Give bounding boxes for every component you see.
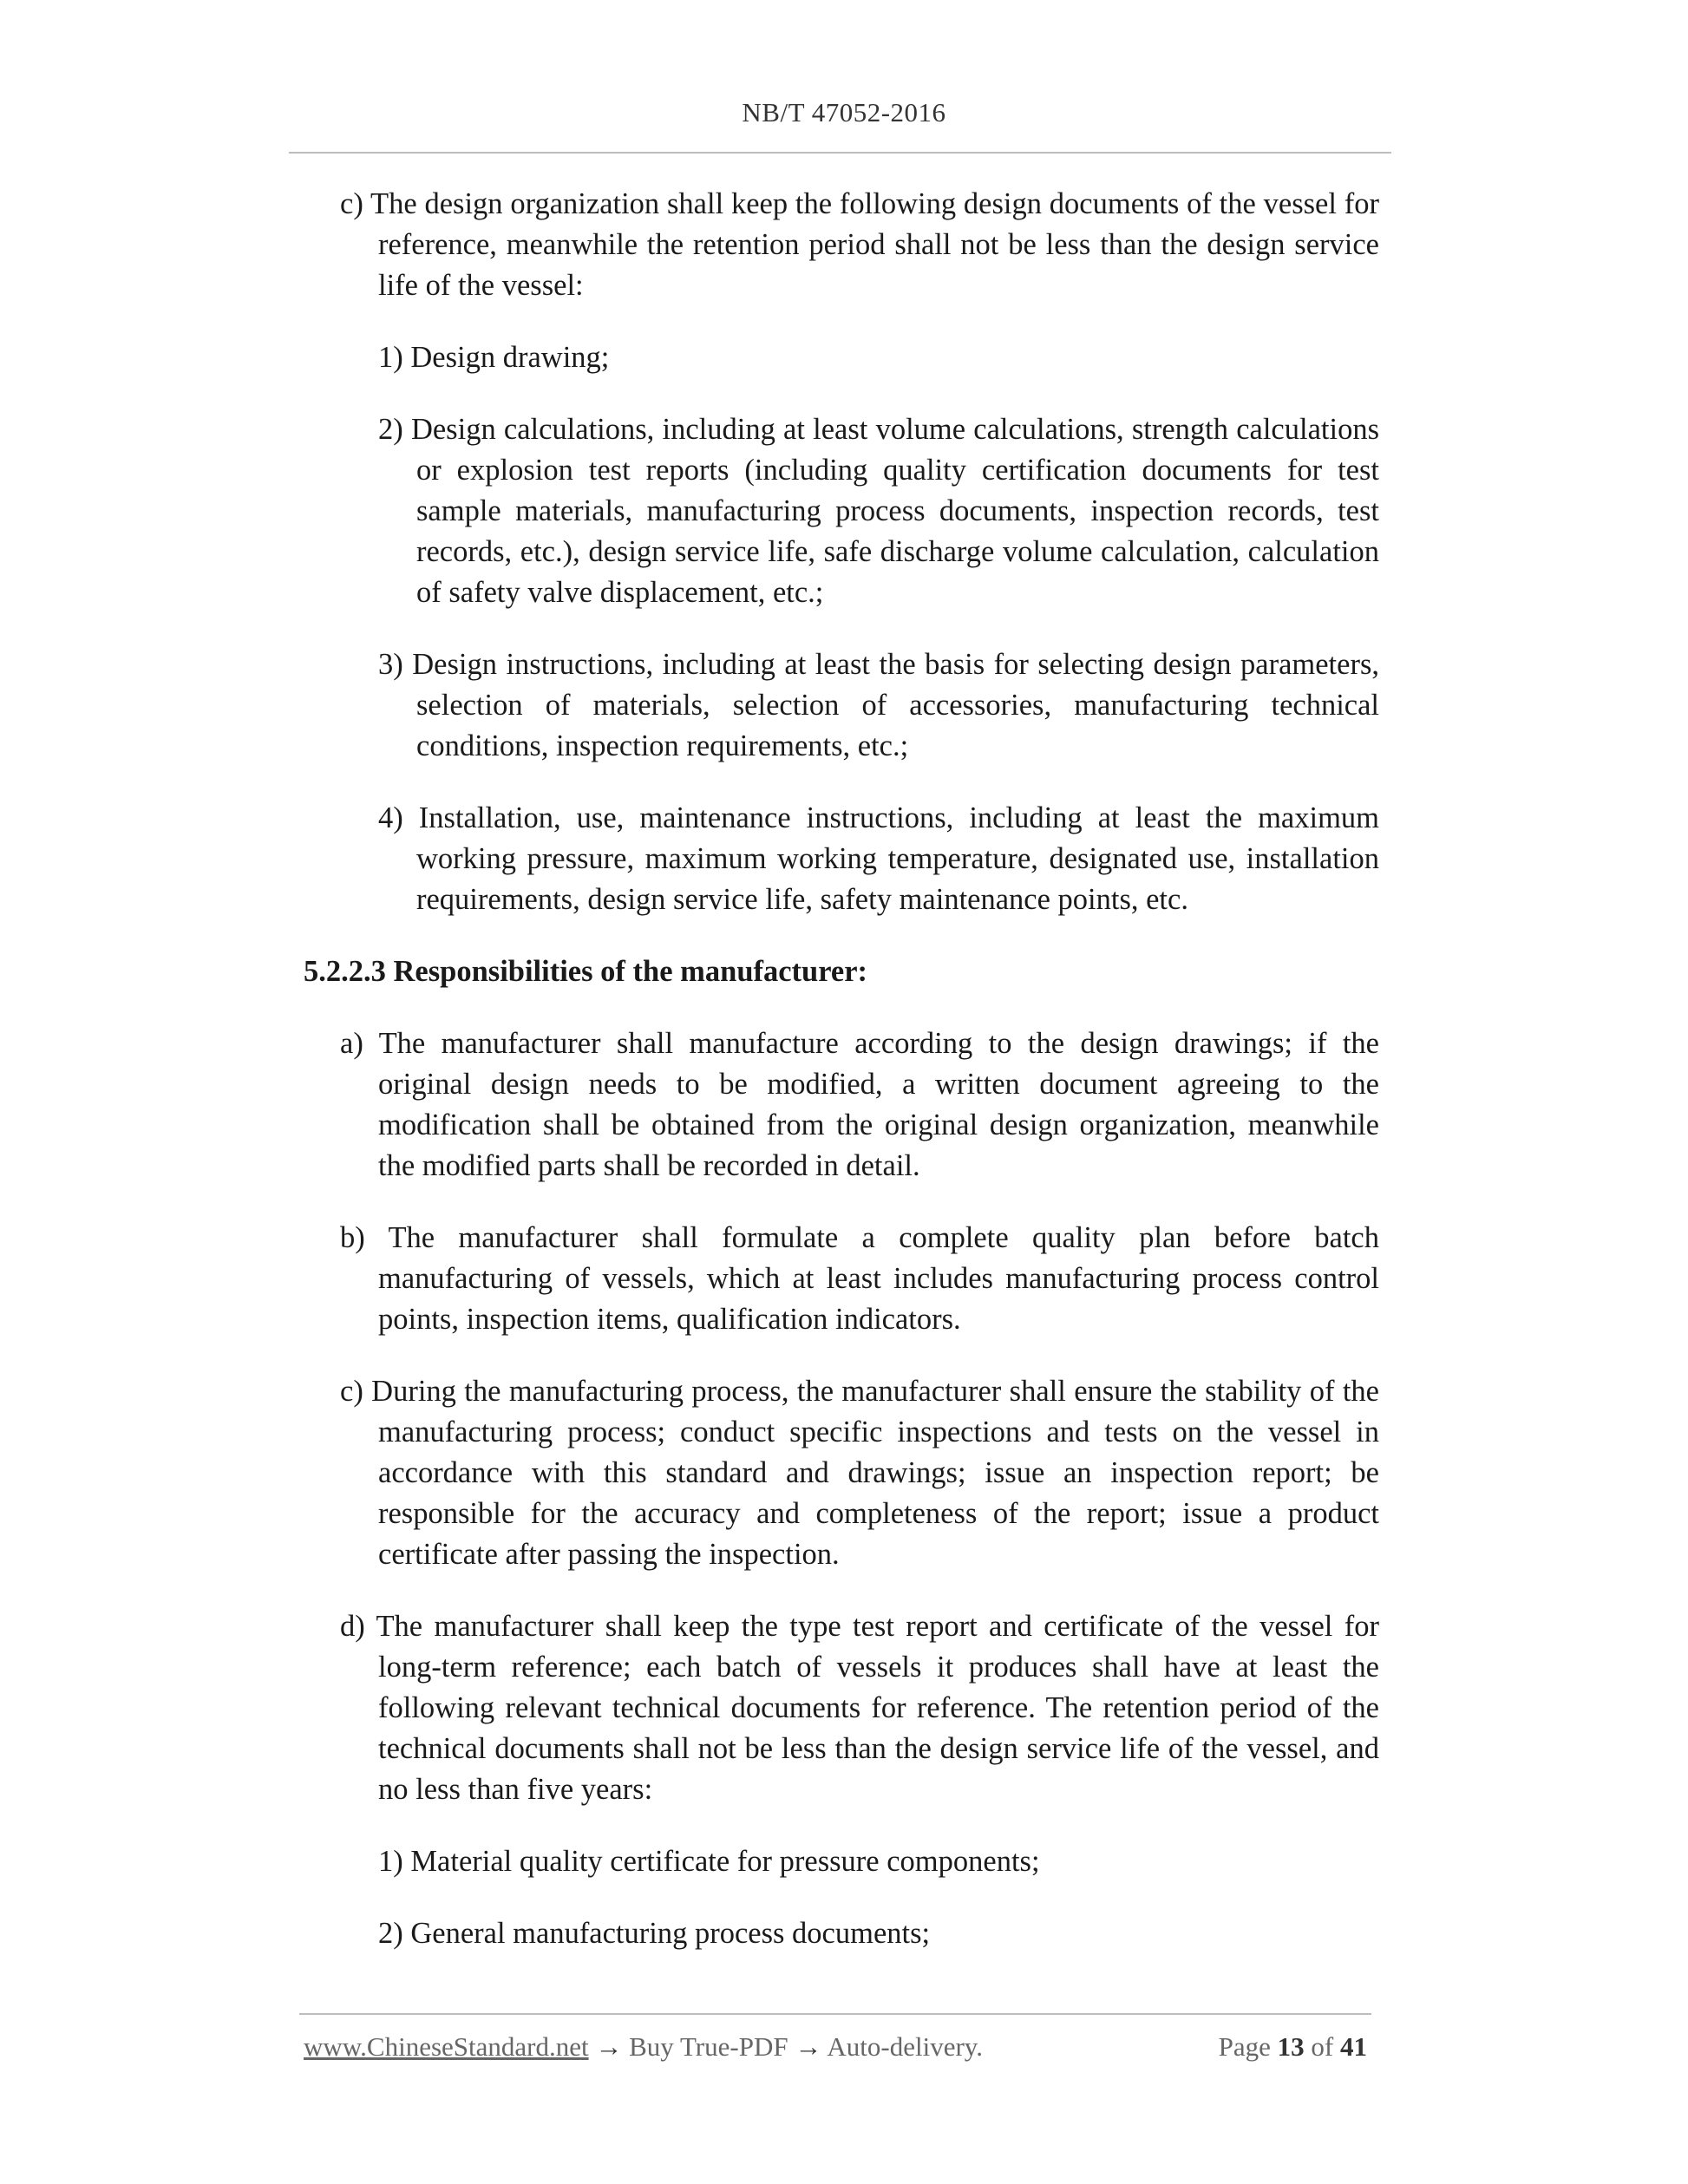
page-counter	[1219, 2031, 1367, 2063]
document-id-header: NB/T 47052-2016	[742, 97, 946, 128]
clause-b-quality-plan: b) The manufacturer shall formulate a complete quality plan before batch manufacturing of vessels, which at least includes manufacturing process control points, inspection items, qualification indicators.	[340, 1221, 1379, 1336]
clause-c-design-documents: c) The design organization shall keep the following design documents of the vessel for reference, meanwhile the retention period shall not be less than the design service life of the vessel:	[340, 187, 1379, 302]
buy-pdf-text: Buy True-PDF	[629, 2031, 788, 2062]
section-heading-manufacturer: 5.2.2.3 Responsibilities of the manufacturer:	[304, 955, 868, 988]
arrow-right-icon: →	[795, 2031, 822, 2062]
header-divider	[289, 152, 1391, 154]
list-item-installation-instructions: 4) Installation, use, maintenance instructions, including at least the maximum working pressure, maximum working temperature, designated use, installation requirements, design service life, safety maintenance points, etc.	[378, 801, 1379, 916]
website-link[interactable]: www.ChineseStandard.net	[304, 2031, 589, 2062]
list-item-process-documents: 2) General manufacturing process documents;	[378, 1917, 931, 1950]
document-body	[304, 184, 1379, 1985]
total-pages-number: 41	[1340, 2031, 1367, 2062]
auto-delivery-text: Auto-delivery.	[827, 2031, 984, 2062]
clause-c-manufacturing-process: c) During the manufacturing process, the manufacturer shall ensure the stability of the manufacturing process; conduct specific inspections and tests on the vessel in accordance with this standard and drawings; issue an inspection report; be responsible for the accuracy and completeness of the report; issue a product certificate after passing the inspection.	[340, 1375, 1379, 1571]
current-page-number: 13	[1277, 2031, 1305, 2062]
clause-a-manufacture-per-drawings: a) The manufacturer shall manufacture according to the design drawings; if the original design needs to be modified, a written document agreeing to the modification shall be obtained from the original design organization, meanwhile the modified parts shall be recorded in detail.	[340, 1027, 1379, 1182]
list-item-material-certificate: 1) Material quality certificate for pressure components;	[378, 1845, 1040, 1878]
list-item-design-calculations: 2) Design calculations, including at least volume calculations, strength calculations or explosion test reports (including quality certification documents for test sample materials, manufacturing process documents, inspection records, test records, etc.), design service life, safe discharge volume calculation, calculation of safety valve displacement, etc.;	[378, 413, 1379, 609]
list-item-design-drawing: 1) Design drawing;	[378, 341, 610, 374]
page-label: Page	[1218, 2031, 1271, 2062]
footer-promo	[304, 2031, 983, 2063]
footer-divider	[299, 2013, 1371, 2015]
of-label: of	[1311, 2031, 1334, 2062]
arrow-right-icon: →	[595, 2031, 623, 2062]
list-item-design-instructions: 3) Design instructions, including at least the basis for selecting design parameters, selection of materials, selection of accessories, manufacturing technical conditions, inspection requirements, etc.;	[378, 648, 1379, 762]
clause-d-retention: d) The manufacturer shall keep the type test report and certificate of the vessel for long-term reference; each batch of vessels it produces shall have at least the following relevant technical documents for reference. The retention period of the technical documents shall not be less than the design service life of the vessel, and no less than five years:	[340, 1610, 1379, 1806]
